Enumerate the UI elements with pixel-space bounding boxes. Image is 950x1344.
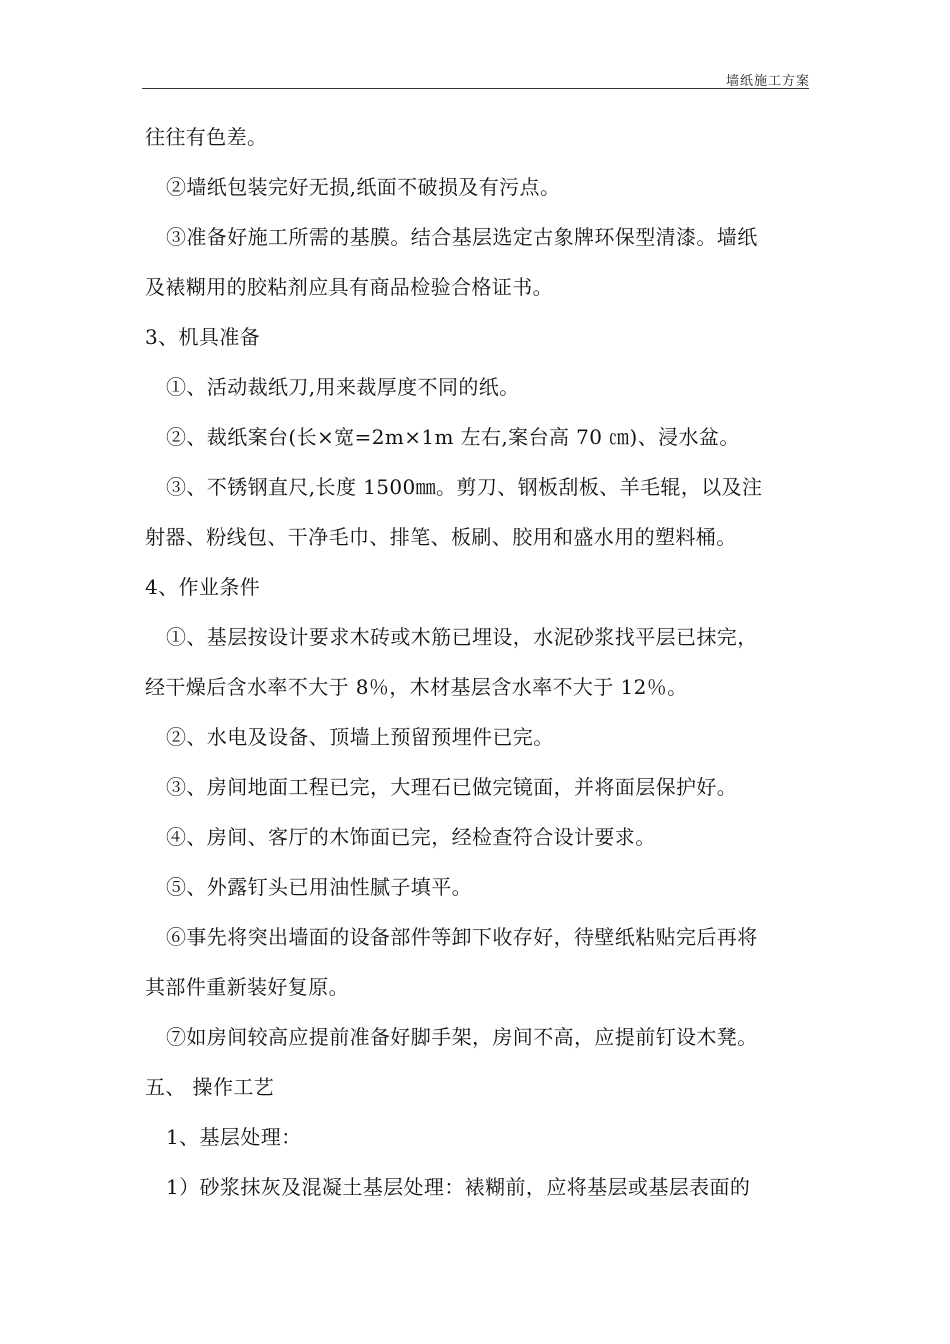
text-line: 往往有色差。 bbox=[145, 125, 268, 149]
section-heading: 4、作业条件 bbox=[145, 575, 261, 599]
text-line: ⑤、外露钉头已用油性腻子填平。 bbox=[166, 875, 472, 899]
text-line: ⑦如房间较高应提前准备好脚手架，房间不高，应提前钉设木凳。 bbox=[166, 1025, 758, 1049]
text-line: ①、基层按设计要求木砖或木筋已埋设，水泥砂浆找平层已抹完， bbox=[166, 625, 758, 649]
text-line: ①、活动裁纸刀,用来裁厚度不同的纸。 bbox=[166, 375, 520, 399]
text-line: ⑥事先将突出墙面的设备部件等卸下收存好，待壁纸粘贴完后再将 bbox=[166, 925, 758, 949]
section-heading: 1、基层处理： bbox=[166, 1125, 302, 1149]
document-body bbox=[145, 112, 813, 1212]
text-line: 其部件重新装好复原。 bbox=[145, 975, 349, 999]
text-line: ③准备好施工所需的基膜。结合基层选定古象牌环保型清漆。墙纸 bbox=[166, 225, 758, 249]
header-rule bbox=[142, 88, 809, 89]
text-line: ③、不锈钢直尺,长度 1500㎜。剪刀、钢板刮板、羊毛辊，以及注 bbox=[166, 475, 763, 499]
text-line: 经干燥后含水率不大于 8％，木材基层含水率不大于 12％。 bbox=[145, 675, 688, 699]
text-line: ②、裁纸案台(长×宽=2m×1m 左右,案台高 70 ㎝)、浸水盆。 bbox=[166, 425, 740, 449]
text-line: ③、房间地面工程已完，大理石已做完镜面，并将面层保护好。 bbox=[166, 775, 738, 799]
text-line: 射器、粉线包、干净毛巾、排笔、板刷、胶用和盛水用的塑料桶。 bbox=[145, 525, 737, 549]
text-line: 1）砂浆抹灰及混凝土基层处理：裱糊前，应将基层或基层表面的 bbox=[166, 1175, 751, 1199]
text-line: 及裱糊用的胶粘剂应具有商品检验合格证书。 bbox=[145, 275, 553, 299]
text-line: ②、水电及设备、顶墙上预留预埋件已完。 bbox=[166, 725, 554, 749]
text-line: ④、房间、客厅的木饰面已完，经检查符合设计要求。 bbox=[166, 825, 656, 849]
section-heading: 3、机具准备 bbox=[145, 325, 261, 349]
header-title: 墙纸施工方案 bbox=[725, 74, 810, 89]
chapter-heading: 五、 操作工艺 bbox=[145, 1075, 275, 1099]
text-line: ②墙纸包装完好无损,纸面不破损及有污点。 bbox=[166, 175, 561, 199]
